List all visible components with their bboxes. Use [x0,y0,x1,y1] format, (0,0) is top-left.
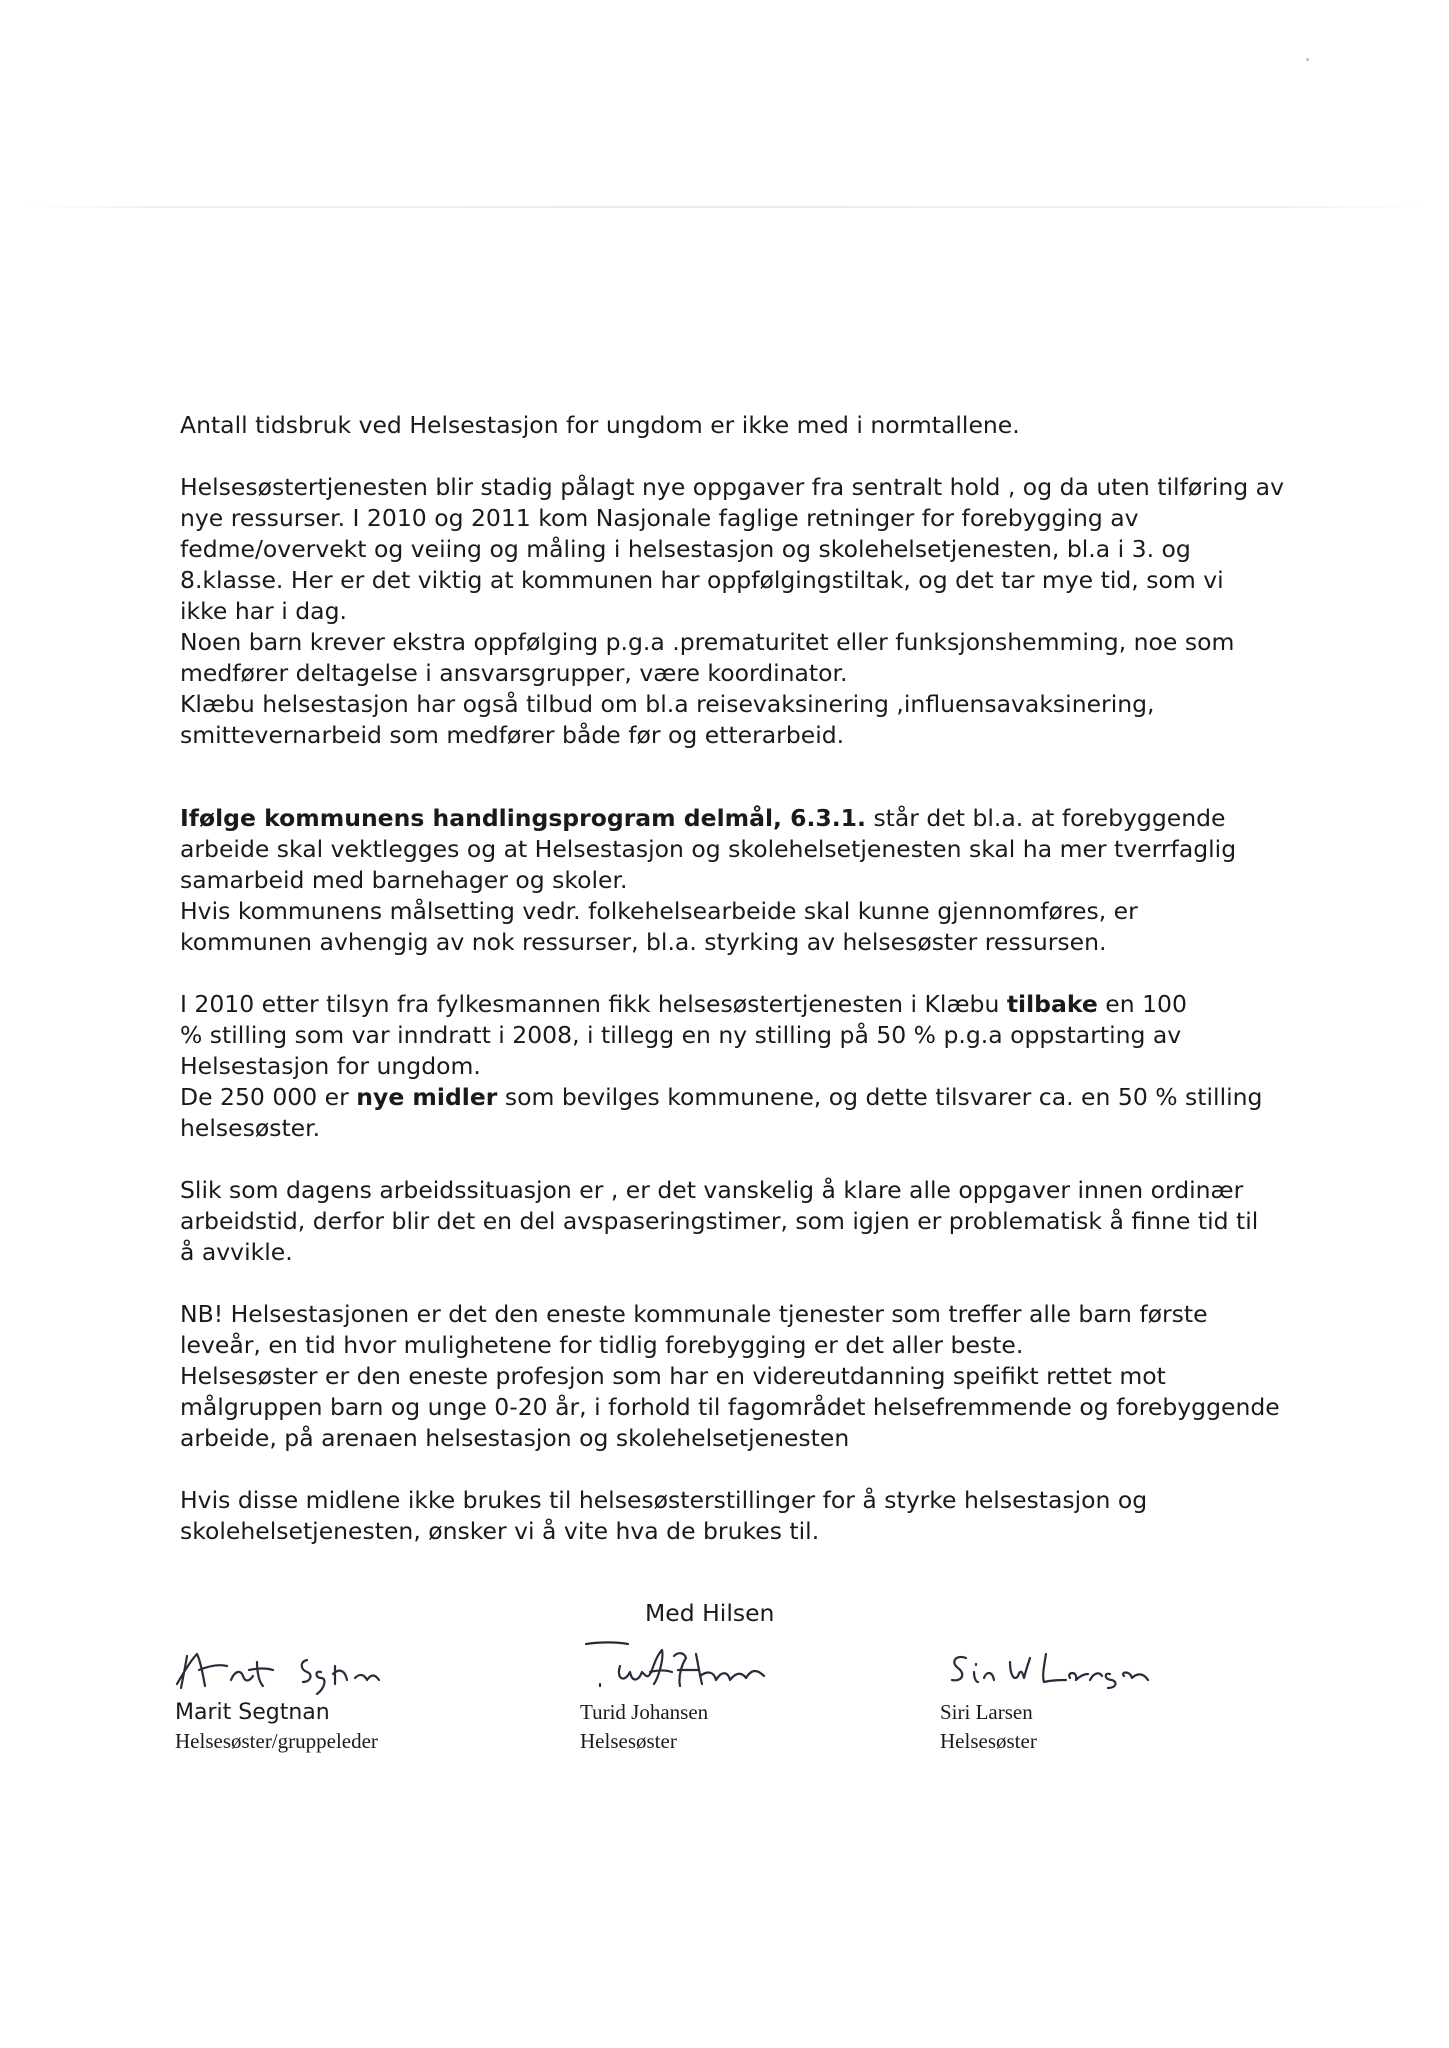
signatory-name: Siri Larsen [940,1700,1033,1724]
text-line: % stilling som var inndratt i 2008, i tillegg en ny stilling på 50 % p.g.a oppstarting av [180,1021,1182,1049]
text-line: NB! Helsestasjonen er det den eneste kommunale tjenester som treffer alle barn første [180,1300,1208,1328]
signature-block-siri [940,1640,1200,1756]
text-line: samarbeid med barnehager og skoler. [180,866,628,894]
text-line: arbeide, på arenaen helsestasjon og skolehelsetjenesten [180,1424,850,1452]
paragraph-oppgaver [180,472,1300,751]
signature-block-turid [580,1640,840,1756]
text-fragment: en 100 [1097,990,1187,1018]
text-line: medfører deltagelse i ansvarsgrupper, være koordinator. [180,659,848,687]
handwritten-signature-turid [580,1640,840,1698]
text-line: Helsestasjon for ungdom. [180,1052,481,1080]
paragraph-midler [180,989,1300,1144]
text-line: Hvis disse midlene ikke brukes til helsesøsterstillinger for å styrke helsestasjon og [180,1486,1148,1514]
signatory-role: Helsesøster/gruppeleder [175,1729,378,1753]
text-line: Slik som dagens arbeidssituasjon er , er det vanskelig å klare alle oppgaver innen ordinær [180,1176,1244,1204]
scan-speck [1306,58,1309,61]
text-line: Klæbu helsestasjon har også tilbud om bl.a reisevaksinering ,influensavaksinering, [180,690,1155,718]
text-fragment: I 2010 etter tilsyn fra fylkesmannen fikk helsesøstertjenesten i Klæbu [180,990,1007,1018]
text-line: kommunen avhengig av nok ressurser, bl.a. styrking av helsesøster ressursen. [180,928,1107,956]
text-fragment: står det bl.a. at forebyggende [865,804,1226,832]
text-line: leveår, en tid hvor mulighetene for tidlig forebygging er det aller beste. [180,1331,1024,1359]
text-line [180,803,1300,834]
letter-body [180,410,1300,1578]
signature-block-marit [175,1640,435,1756]
text-line: smittevernarbeid som medfører både før og etterarbeid. [180,721,845,749]
paragraph-avslutning [180,1485,1300,1547]
text-line: Hvis kommunens målsetting vedr. folkehelsearbeide skal kunne gjennomføres, er [180,897,1138,925]
paragraph-normtall [180,410,1300,441]
text-line: helsesøster. [180,1114,321,1142]
text-line: skolehelsetjenesten, ønsker vi å vite hva de brukes til. [180,1517,820,1545]
text-line: ikke har i dag. [180,597,347,625]
text-line: nye ressurser. I 2010 og 2011 kom Nasjonale faglige retninger for forebygging av [180,504,1139,532]
handwritten-signature-siri [940,1640,1200,1698]
bold-word: nye midler [356,1083,498,1111]
text-fragment: som bevilges kommunene, og dette tilsvarer ca. en 50 % stilling [497,1083,1263,1111]
text-line: Antall tidsbruk ved Helsestasjon for ungdom er ikke med i normtallene. [180,411,1020,439]
text-line: målgruppen barn og unge 0-20 år, i forhold til fagområdet helsefremmende og forebyggende [180,1393,1280,1421]
text-fragment: De 250 000 er [180,1083,357,1111]
text-line: Helsesøstertjenesten blir stadig pålagt nye oppgaver fra sentralt hold , og da uten tilføring av [180,473,1284,501]
signatory-name: Turid Johansen [580,1700,709,1724]
text-line: Noen barn krever ekstra oppfølging p.g.a .prematuritet eller funksjonshemming, noe som [180,628,1235,656]
bold-word: tilbake [1006,990,1098,1018]
text-line [180,1082,1300,1113]
signatory-role: Helsesøster [580,1729,677,1753]
text-line: arbeidstid, derfor blir det en del avspaseringstimer, som igjen er problematisk å finne tid til [180,1207,1259,1235]
paragraph-arbeidssituasjon [180,1175,1300,1268]
text-line: fedme/overvekt og veiing og måling i helsestasjon og skolehelsetjenesten, bl.a i 3. og [180,535,1191,563]
text-line: 8.klasse. Her er det viktig at kommunen har oppfølgingstiltak, og det tar mye tid, som vi [180,566,1224,594]
text-line: Helsesøster er den eneste profesjon som har en videreutdanning speifikt rettet mot [180,1362,1166,1390]
signatory-name: Marit Segtnan [175,1700,330,1725]
handwritten-signature-marit [175,1640,435,1698]
signatory-role: Helsesøster [940,1729,1037,1753]
text-line: arbeide skal vektlegges og at Helsestasjon og skolehelsetjenesten skal ha mer tverrfaglig [180,835,1237,863]
paragraph-handlingsprogram [180,803,1300,958]
paragraph-nb [180,1299,1300,1454]
text-line: å avvikle. [180,1238,293,1266]
bold-reference: Ifølge kommunens handlingsprogram delmål, 6.3.1. [180,804,866,832]
closing-greeting: Med Hilsen [645,1599,775,1627]
scan-fold-line [20,206,1430,208]
text-line [180,989,1300,1020]
